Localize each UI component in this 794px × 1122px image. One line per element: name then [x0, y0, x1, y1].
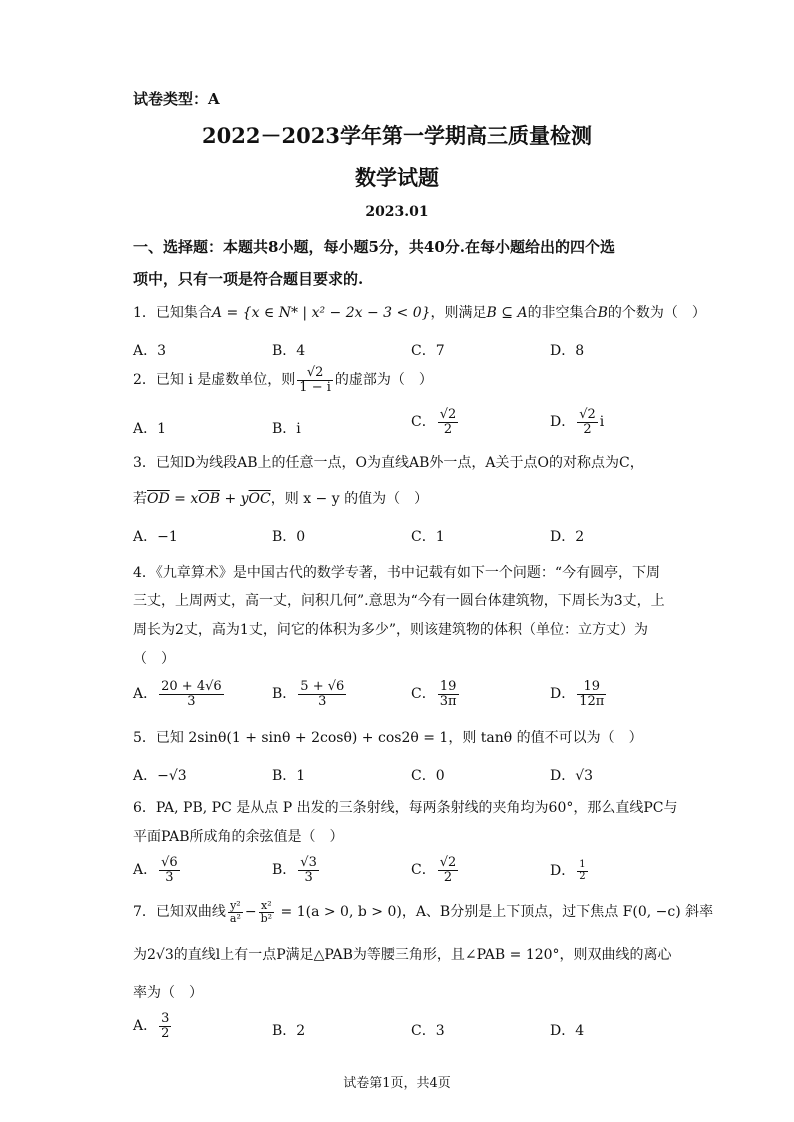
question-6-line1: 6．PA, PB, PC 是从点 P 出发的三条射线，每两条射线的夹角均为60°，那么直线PC与: [133, 800, 678, 816]
q7-a2: a²: [229, 911, 241, 925]
q2-c-num: √2: [439, 407, 457, 422]
q1-option-b: B．4: [272, 343, 306, 359]
q4-d-num: 19: [577, 680, 606, 695]
paper-type: 试卷类型：A: [133, 90, 220, 108]
q1-option-a: A．3: [133, 343, 167, 359]
q6-option-c: [411, 856, 460, 884]
q7-option-b: B．2: [272, 1023, 306, 1039]
question-4-line3: 周长为2丈，高为1丈，问它的体积为多少”，则该建筑物的体积（单位：立方丈）为: [133, 622, 648, 638]
q4-option-d: [550, 680, 608, 708]
q1-stem-a: 1．已知集合: [133, 305, 212, 321]
q3-line2-a: 若: [133, 491, 147, 507]
q2-option-c: [411, 408, 460, 436]
q6-option-d: [550, 860, 590, 882]
q1-b: B: [597, 305, 608, 321]
q7-a-label: A．: [133, 1018, 158, 1035]
question-4-line1: 4．《九章算术》是中国古代的数学专著，书中记载有如下一个问题：“今有圆亭，下周: [133, 565, 661, 581]
q4-c-label: C．: [411, 686, 436, 703]
q6-b-label: B．: [272, 862, 297, 879]
q1-option-c: C．7: [411, 343, 445, 359]
q6-a-den: 3: [165, 869, 174, 885]
q3-vec-oc: $\overline{OC}$: [248, 491, 271, 507]
q7-line1-a: 7．已知双曲线: [133, 904, 226, 921]
question-4-line2: 三丈，上周两丈，高一丈，问积几何”.意思为“今有一圆台体建筑物，下周长为3丈，上: [133, 593, 665, 609]
question-7-line1: 7．已知双曲线 $\frac{\text{y²}}{\text{a²}}$ − $\frac{\text{x²}}{\text{b²}}$ = 1(a > 0, b > 0)，A、B分别是上下顶点，过下焦点 F(0, −c) 斜率: [133, 899, 714, 925]
q4-b-label: B．: [272, 686, 297, 703]
q7-option-d: D．4: [550, 1023, 585, 1039]
q3-option-d: D．2: [550, 529, 585, 545]
q7-line1-b: = 1(a > 0, b > 0)，A、B分别是上下顶点，过下焦点 F(0, −c) 斜率: [276, 904, 714, 921]
q7-y2: y²: [228, 900, 243, 913]
q3-vec-ob: $\overline{OB}$: [198, 491, 220, 507]
q2-c-label: C．: [411, 414, 436, 431]
q2-d-num: √2: [579, 407, 596, 422]
q2-d-suffix: i: [599, 414, 605, 431]
q2-option-a: A．1: [133, 421, 167, 437]
q3-vec-od: $\overline{OD}$: [147, 491, 170, 507]
q3-eq1: = x: [169, 491, 199, 507]
q4-c-num: 19: [438, 680, 459, 695]
q1-option-d: D．8: [550, 343, 585, 359]
question-5: 5．已知 2sinθ(1 + sinθ + 2cosθ) + cos2θ = 1，则 tanθ 的值不可以为（ ）: [133, 730, 643, 746]
q7-b2: b²: [260, 911, 273, 925]
q6-c-label: C．: [411, 862, 436, 879]
q6-d-den: 2: [579, 870, 586, 882]
q3-eq2: + y: [220, 491, 249, 507]
q2-d-label: D．: [550, 414, 576, 431]
q6-b-num: √3: [300, 855, 317, 870]
q4-option-c: [411, 680, 461, 708]
q3-option-a: A．−1: [133, 529, 178, 545]
exam-title: 2022－2023学年第一学期高三质量检测: [202, 123, 592, 148]
q4-d-label: D．: [550, 686, 576, 703]
q2-stem-a: 2．已知 i 是虚数单位，则: [133, 372, 296, 389]
q1-set: A = {x ∈ N* | x² − 2x − 3 < 0}: [211, 305, 431, 321]
q7-option-c: C．3: [411, 1023, 445, 1039]
q6-a-num: √6: [161, 855, 178, 870]
q4-b-num: 5 + √6: [300, 679, 345, 694]
q1-stem-b: ，则满足: [430, 305, 487, 321]
q4-option-b: [272, 680, 348, 708]
question-7-line2: 为2√3的直线l上有一点P满足△PAB为等腰三角形，且∠PAB = 120°，则双曲线的离心: [133, 947, 672, 963]
question-6-line2: 平面PAB所成角的余弦值是（ ）: [133, 829, 344, 845]
q6-c-num: √2: [439, 855, 457, 870]
page-footer: 试卷第1页，共4页: [343, 1076, 451, 1091]
question-1: [133, 302, 706, 322]
q4-option-a: [133, 680, 226, 708]
question-2: [133, 366, 433, 394]
q2-option-d: [550, 408, 604, 436]
q1-stem-c: 的非空集合: [527, 305, 598, 321]
q3-option-b: B．0: [272, 529, 306, 545]
q7-a-num: 3: [161, 1011, 170, 1026]
q2-c-den: 2: [443, 421, 453, 437]
q6-option-b: [272, 856, 321, 884]
section-heading-line2: 项中，只有一项是符合题目要求的.: [133, 270, 364, 288]
q4-b-den: 3: [318, 693, 327, 709]
question-3-line2: [133, 488, 428, 508]
q2-stem-b: 的虚部为（ ）: [334, 372, 433, 389]
exam-date: 2023.01: [365, 204, 429, 220]
q4-a-den: 3: [187, 693, 196, 709]
q7-x2: x²: [259, 900, 274, 913]
q3-option-c: C．1: [411, 529, 445, 545]
q4-d-den: 12π: [579, 693, 605, 709]
q7-a-den: 2: [161, 1025, 170, 1041]
q6-c-den: 2: [443, 869, 453, 885]
q5-option-c: C．0: [411, 768, 445, 784]
section-heading-line1: 一、选择题：本题共8小题，每小题5分，共40分.在每小题给出的四个选: [133, 238, 615, 256]
q2-frac-num: √2: [297, 366, 333, 381]
q2-d-den: 2: [583, 421, 592, 437]
q4-a-num: 20 + 4√6: [161, 679, 222, 694]
question-4-line4: （ ）: [133, 651, 175, 667]
q6-option-a: [133, 856, 182, 884]
question-7-line3: 率为（ ）: [133, 985, 203, 1001]
q3-line2-b: ，则 x − y 的值为（ ）: [270, 491, 429, 507]
q5-option-b: B．1: [272, 768, 306, 784]
question-3-line1: 3．已知D为线段AB上的任意一点，O为直线AB外一点，A关于点O的对称点为C，: [133, 455, 644, 471]
q7-option-a: [133, 1012, 173, 1040]
q5-option-d: D．√3: [550, 768, 594, 784]
q6-d-num: 1: [579, 859, 586, 870]
q2-option-b: B．i: [272, 421, 301, 437]
q1-cond: B ⊆ A: [486, 305, 528, 321]
q1-stem-d: 的个数为（ ）: [607, 305, 706, 321]
q4-c-den: 3π: [439, 693, 457, 709]
q5-option-a: A．−√3: [133, 768, 187, 784]
q4-a-label: A．: [133, 686, 158, 703]
q6-b-den: 3: [304, 869, 313, 885]
q2-fraction: [297, 366, 333, 394]
exam-subtitle: 数学试题: [355, 165, 439, 190]
q6-d-label: D．: [550, 863, 576, 879]
q6-a-label: A．: [133, 862, 158, 879]
q2-frac-den: 1 − i: [299, 379, 331, 395]
